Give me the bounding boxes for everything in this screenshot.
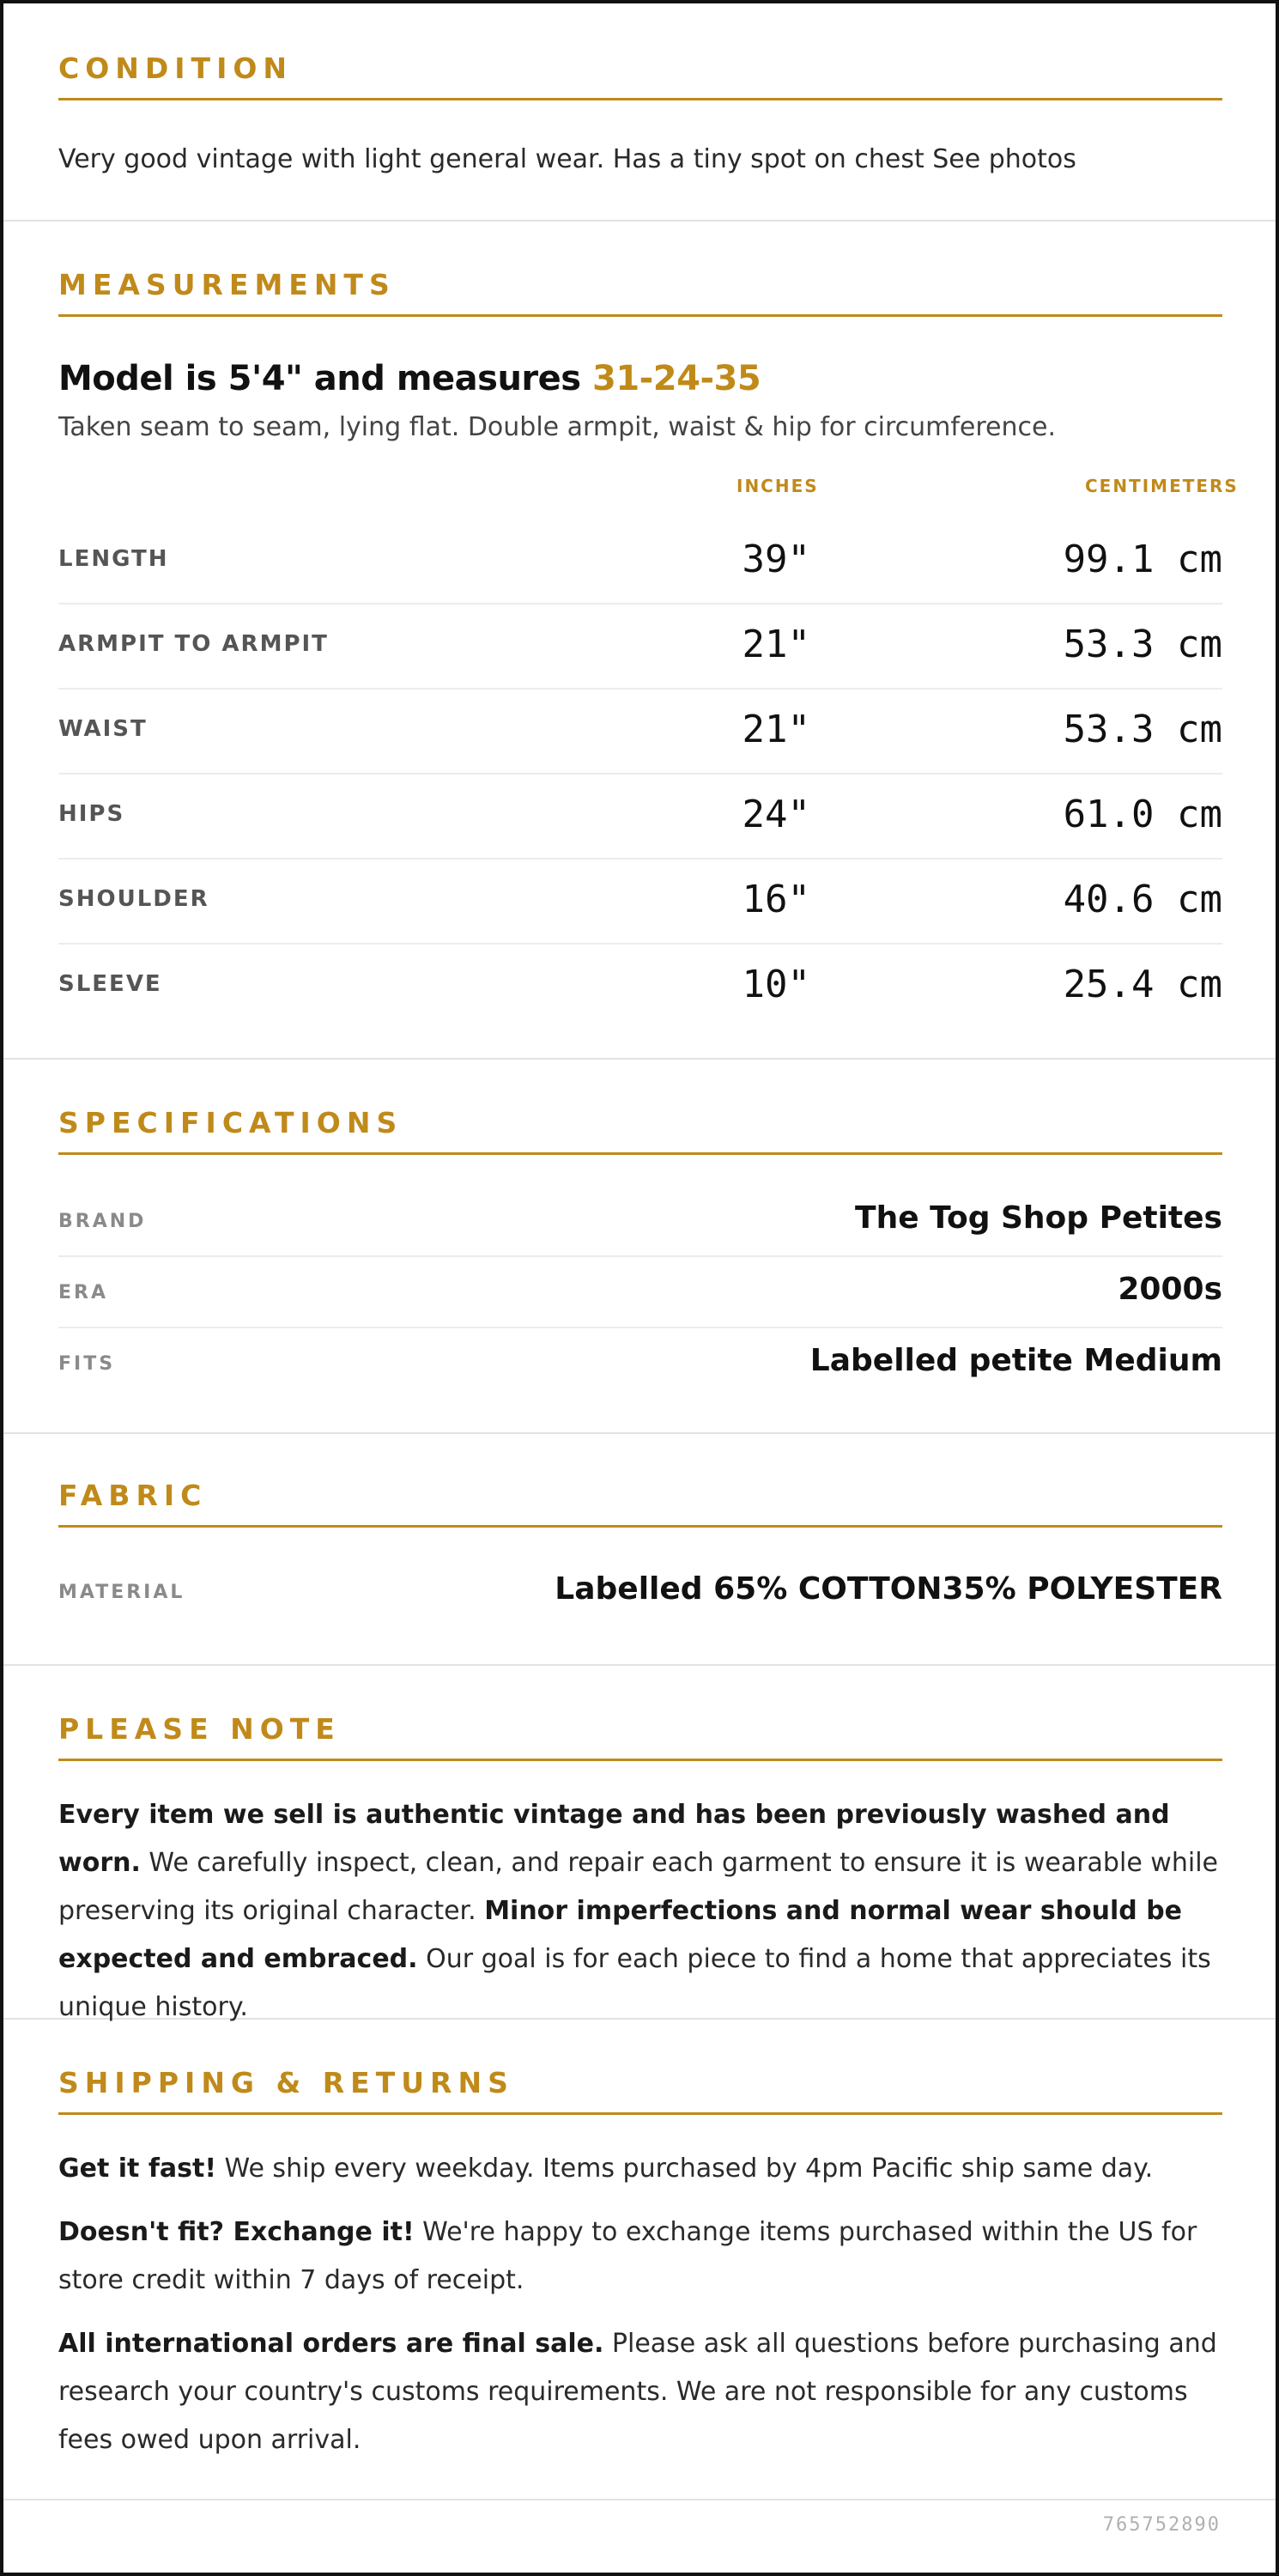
- shipping-paragraph-1: [58, 2145, 1222, 2193]
- material-value: Labelled 65% COTTON35% POLYESTER: [555, 1571, 1222, 1607]
- condition-heading: CONDITION: [58, 52, 1222, 100]
- specifications-section: [3, 1060, 1276, 1434]
- measurement-row: [58, 690, 1222, 775]
- spec-row: [58, 1329, 1222, 1400]
- measurements-heading: MEASUREMENTS: [58, 268, 1222, 317]
- specifications-heading: SPECIFICATIONS: [58, 1106, 1222, 1155]
- measurement-cm: 99.1 cm: [1063, 538, 1222, 581]
- measurement-cm: 40.6 cm: [1063, 878, 1222, 921]
- sku-number: 765752890: [1102, 2514, 1221, 2536]
- model-measures: 31-24-35: [592, 359, 761, 398]
- spec-value: Labelled petite Medium: [809, 1343, 1222, 1378]
- shipping-text-1: We ship every weekday. Items purchased by 4pm Pacific ship same day.: [216, 2154, 1154, 2184]
- measurement-row: [58, 605, 1222, 690]
- shipping-text-3: Please ask all questions before purchasing and research your country's customs requirements. We are not responsible for any customs fees owed upon arrival.: [58, 2329, 1217, 2455]
- measurement-label: LENGTH: [58, 546, 169, 572]
- please-note-text: [58, 1791, 1222, 2032]
- spec-row: [58, 1258, 1222, 1328]
- please-note-heading: PLEASE NOTE: [58, 1712, 1222, 1761]
- measurement-inches: 10": [742, 963, 810, 1006]
- shipping-paragraph-2: [58, 2208, 1222, 2305]
- measurement-row: [58, 520, 1222, 605]
- shipping-text-2: We're happy to exchange items purchased within the US for store credit within 7 days of receipt.: [58, 2217, 1197, 2295]
- note-bold-1: Every item we sell is authentic vintage and has been previously washed and worn.: [58, 1800, 1170, 1878]
- measurement-inches: 24": [742, 793, 810, 836]
- shipping-section: [3, 2020, 1276, 2500]
- measurement-label: ARMPIT TO ARMPIT: [58, 631, 329, 657]
- measurement-row: [58, 860, 1222, 945]
- spec-value: 2000s: [1118, 1272, 1222, 1307]
- fabric-heading: FABRIC: [58, 1479, 1222, 1528]
- fabric-section: [3, 1434, 1276, 1666]
- please-note-section: [3, 1666, 1276, 2020]
- shipping-bold-1: Get it fast!: [58, 2154, 216, 2184]
- measurement-inches: 39": [742, 538, 810, 581]
- inches-column-header: INCHES: [736, 476, 819, 496]
- spec-label: ERA: [58, 1282, 108, 1303]
- note-text-1: We carefully inspect, clean, and repair each garment to ensure it is wearable while preserving its original character.: [58, 1848, 1218, 1926]
- measurement-cm: 61.0 cm: [1063, 793, 1222, 836]
- material-label: MATERIAL: [58, 1582, 185, 1603]
- measurement-label: WAIST: [58, 716, 148, 742]
- spec-value: The Tog Shop Petites: [855, 1200, 1222, 1236]
- material-row: [58, 1558, 1222, 1628]
- shipping-heading: SHIPPING & RETURNS: [58, 2066, 1222, 2115]
- measurement-inches: 21": [742, 708, 810, 751]
- shipping-bold-3: All international orders are final sale.: [58, 2329, 604, 2359]
- measurement-row: [58, 945, 1222, 1030]
- condition-text: Very good vintage with light general wear. Has a tiny spot on chest See photos: [58, 144, 1076, 174]
- measurement-inches: 16": [742, 878, 810, 921]
- condition-section: [3, 3, 1276, 222]
- centimeters-column-header: CENTIMETERS: [1085, 476, 1239, 496]
- shipping-bold-2: Doesn't fit? Exchange it!: [58, 2217, 415, 2247]
- note-bold-2: Minor imperfections and normal wear should be expected and embraced.: [58, 1896, 1183, 1974]
- spec-label: FITS: [58, 1353, 116, 1375]
- measurement-cm: 53.3 cm: [1063, 708, 1222, 751]
- shipping-paragraph-3: [58, 2320, 1222, 2464]
- measurements-section: [3, 222, 1276, 1060]
- measurement-label: HIPS: [58, 801, 125, 827]
- measurement-cm: 53.3 cm: [1063, 623, 1222, 666]
- spec-label: BRAND: [58, 1211, 147, 1232]
- measurement-row: [58, 775, 1222, 860]
- model-info: [58, 359, 761, 398]
- spec-row: [58, 1187, 1222, 1257]
- model-prefix: Model is 5'4" and measures: [58, 359, 593, 398]
- measurement-label: SHOULDER: [58, 886, 209, 912]
- measurement-cm: 25.4 cm: [1063, 963, 1222, 1006]
- measurement-label: SLEEVE: [58, 971, 162, 997]
- note-text-2: Our goal is for each piece to find a home that appreciates its unique history.: [58, 1944, 1211, 2022]
- measurement-note: Taken seam to seam, lying flat. Double armpit, waist & hip for circumference.: [58, 412, 1057, 442]
- measurement-inches: 21": [742, 623, 810, 666]
